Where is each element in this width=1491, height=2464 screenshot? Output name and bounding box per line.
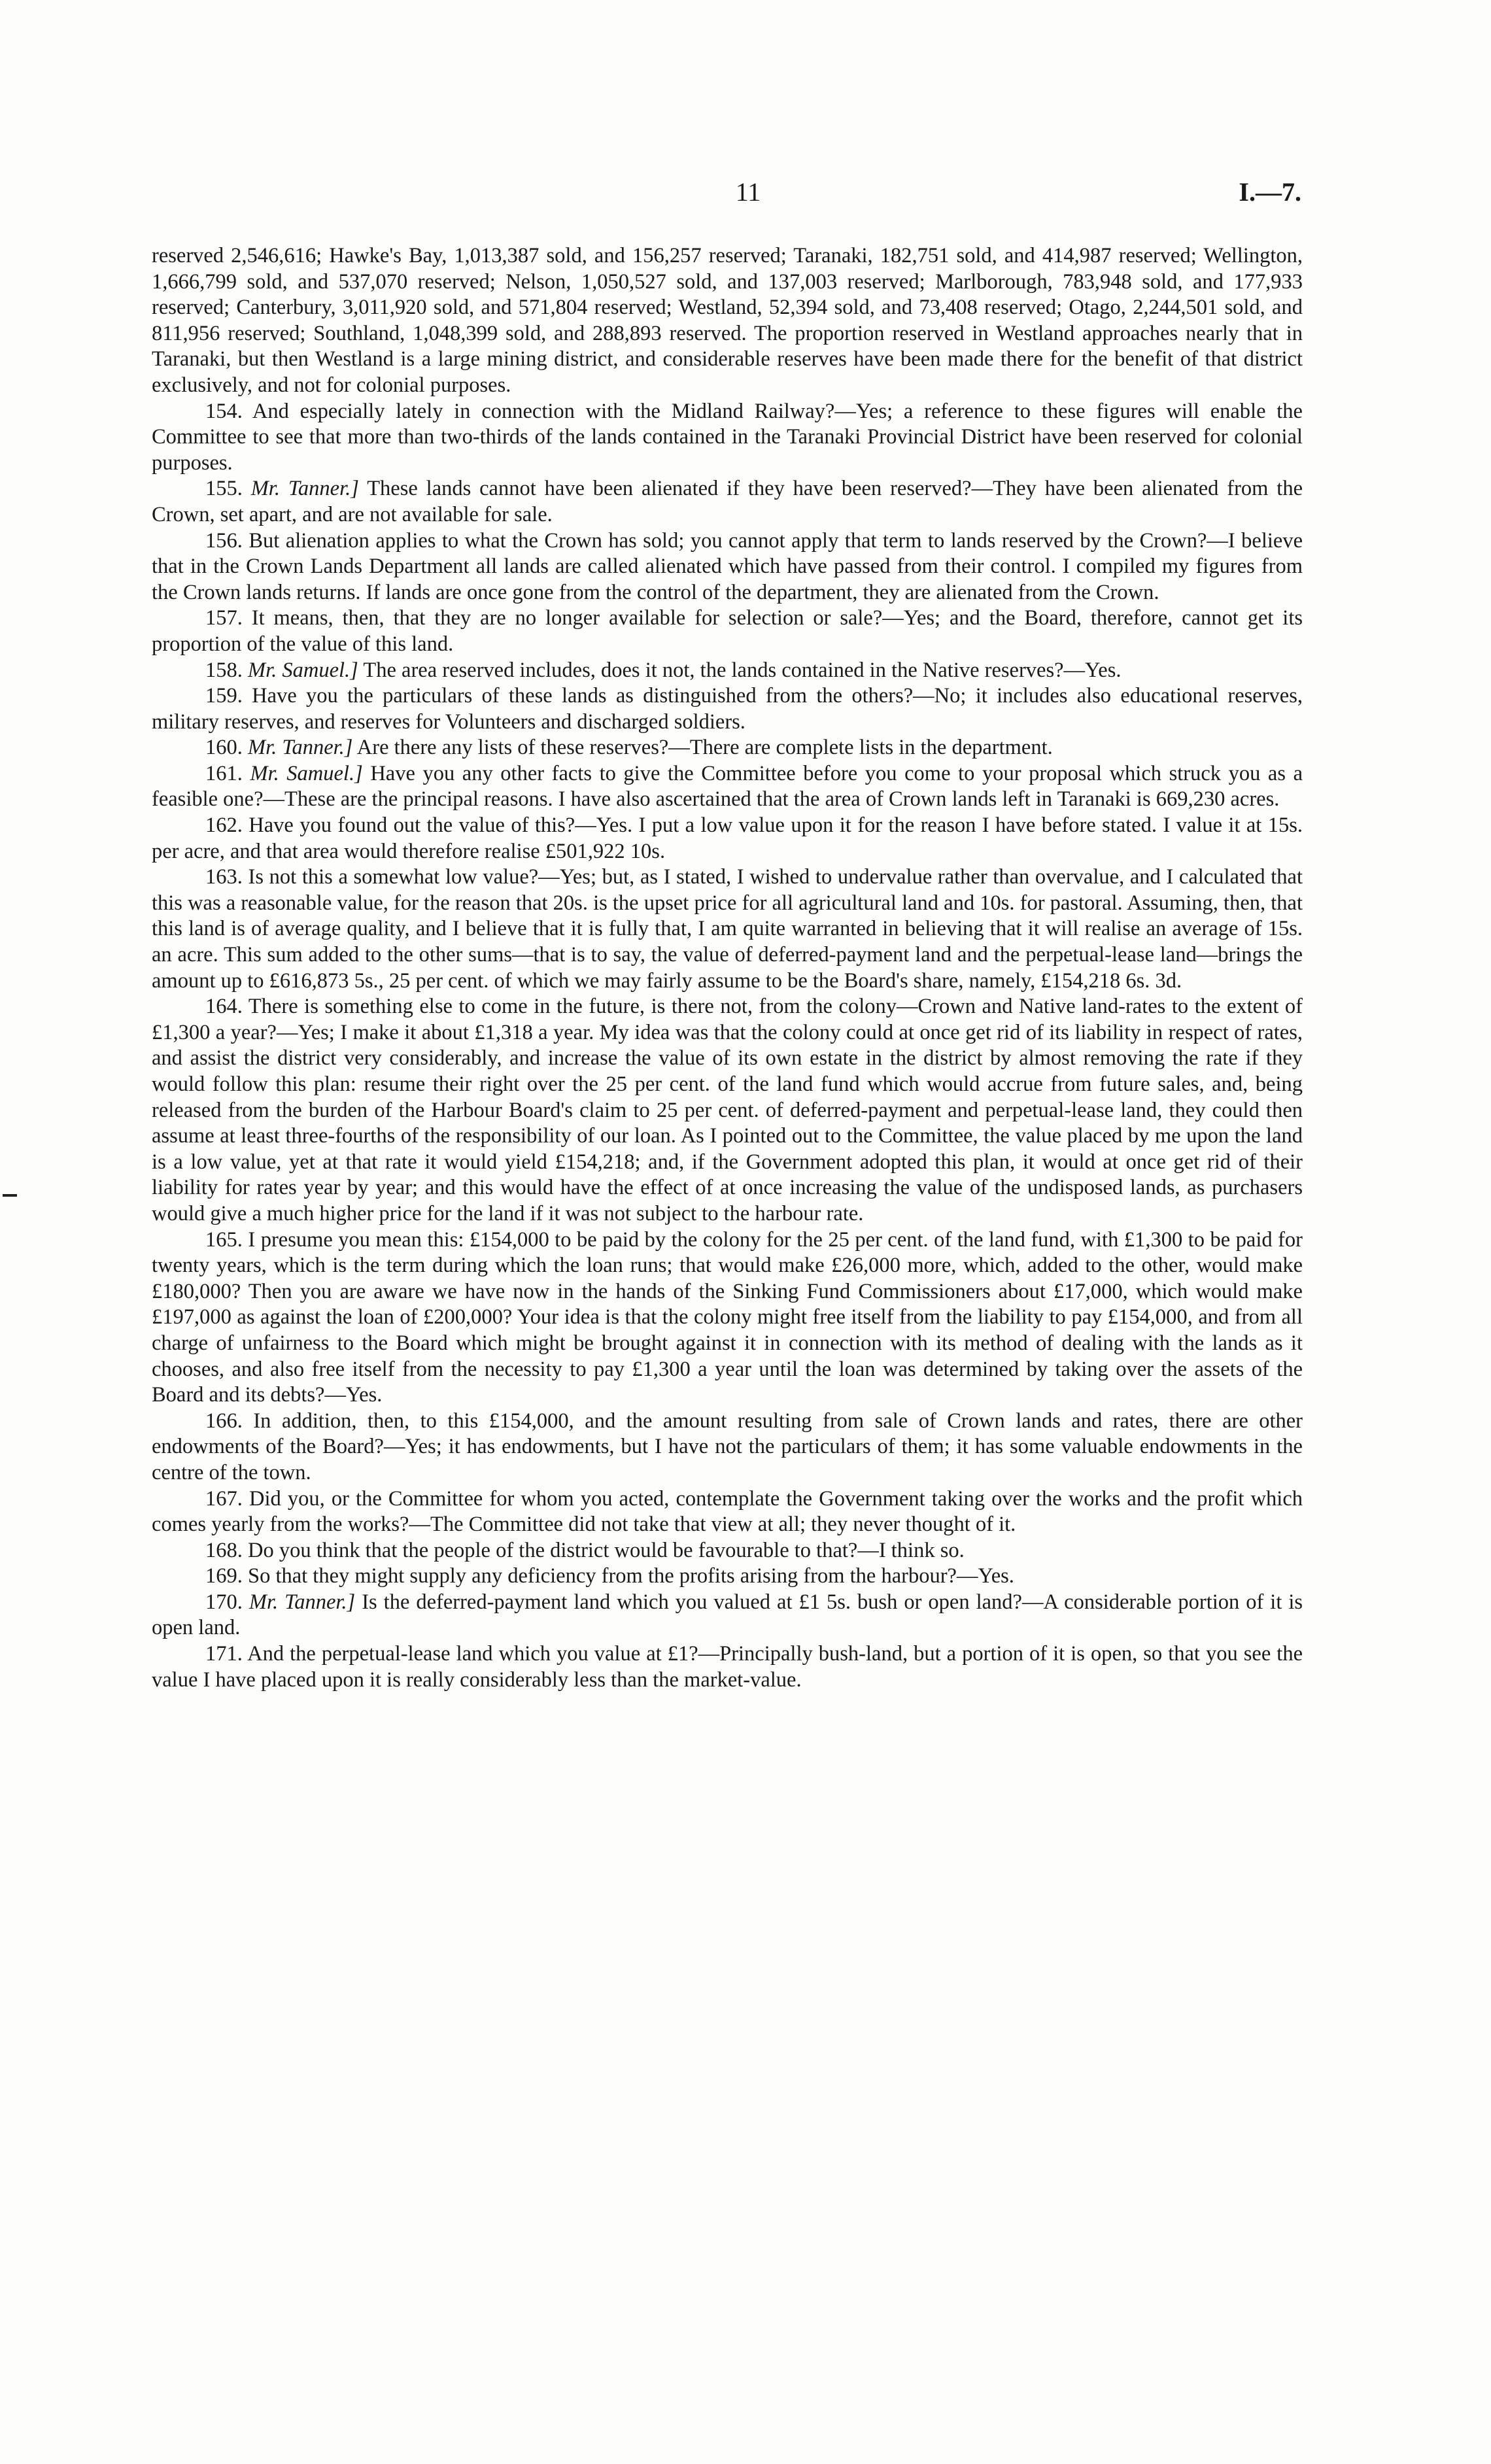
- paragraph-text: Is not this a somewhat low value?—Yes; but, as I stated, I wished to undervalue rather than overvalue, and I calculated that this was a reasonable value, for the reason that 20s. is the upset price for all agricultural land and 10s. for pastoral. Assuming, then, that this land is of average quality, and I believe that it is fully that, I am quite warranted in believing that it will realise an average of 15s. an acre. This sum added to the other sums—that is to say, the value of deferred-payment land and the perpetual-lease land—brings the amount up to £616,873 5s., 25 per cent. of which we may fairly assume to be the Board's share, namely, £154,218 6s. 3d.: [152, 865, 1303, 993]
- evidence-paragraph: [152, 1590, 1303, 1641]
- evidence-paragraph: [152, 1227, 1303, 1409]
- question-number: 169.: [205, 1564, 243, 1588]
- paragraph-text: And especially lately in connection with the Midland Railway?—Yes; a reference to these figures will enable the Committee to see that more than two-thirds of the lands contained in the Taranaki Provincial District have been reserved for colonial purposes.: [152, 399, 1303, 475]
- evidence-paragraph: [152, 1538, 1303, 1564]
- document-reference: I.—7.: [1239, 177, 1301, 207]
- question-number: 162.: [205, 813, 243, 838]
- speaker-name: Mr. Tanner.]: [250, 477, 359, 501]
- paragraph-text: In addition, then, to this £154,000, and the amount resulting from sale of Crown lands and rates, there are other endowments of the Board?—Yes; it has endowments, but I have not the particulars of them; it has some valuable endowments in the centre of the town.: [152, 1409, 1303, 1484]
- paragraph-text: Have you the particulars of these lands as distinguished from the others?—No; it includes also educational reserves, military reserves, and reserves for Volunteers and discharged soldiers.: [152, 684, 1303, 734]
- paragraph-text: So that they might supply any deficiency from the profits arising from the harbour?—Yes.: [248, 1564, 1014, 1588]
- evidence-paragraph: [152, 1486, 1303, 1538]
- question-number: 156.: [205, 528, 243, 553]
- evidence-paragraph: [152, 683, 1303, 735]
- evidence-paragraph: [152, 476, 1303, 528]
- question-number: 170.: [205, 1590, 243, 1614]
- question-number: 163.: [205, 865, 243, 889]
- speaker-name: Mr. Samuel.]: [250, 761, 363, 785]
- paragraph-text: There is something else to come in the future, is there not, from the colony—Crown and Native land-rates to the extent of £1,300 a year?—Yes; I make it about £1,318 a year. My idea was that the colony could at once get rid of its liability in respect of rates, and assist the district very considerably, and increase the value of its own estate in the district by almost removing the rate if they would follow this plan: resume their right over the 25 per cent. of the land fund which would accrue from future sales, and, being released from the burden of the Harbour Board's claim to 25 per cent. of deferred-payment and perpetual-lease land, they could then assume at least three-fourths of the responsibility of our loan. As I pointed out to the Committee, the value placed by me upon the land is a low value, yet at that rate it would yield £154,218; and, if the Government adopted this plan, it would at once get rid of their liability for rates year by year; and this would have the effect of at once increasing the value of the undisposed lands, as purchasers would give a much higher price for the land if it was not subject to the harbour rate.: [152, 995, 1303, 1225]
- evidence-paragraph: [152, 1641, 1303, 1693]
- evidence-paragraph: [152, 994, 1303, 1227]
- opening-paragraph: reserved 2,546,616; Hawke's Bay, 1,013,387 sold, and 156,257 reserved; Taranaki, 182,751 sold, and 414,987 reserved; Wellington, 1,666,799 sold, and 537,070 reserved; Nelson, 1,050,527 sold, and 137,003 reserved; Marlborough, 783,948 sold, and 177,933 reserved; Canterbury, 3,011,920 sold, and 571,804 reserved; Westland, 52,394 sold, and 73,408 reserved; Otago, 2,244,501 sold, and 811,956 reserved; Southland, 1,048,399 sold, and 288,893 reserved. The proportion reserved in Westland approaches nearly that in Taranaki, but then Westland is a large mining district, and considerable reserves have been made there for the benefit of that district exclusively, and not for colonial purposes.: [152, 244, 1303, 397]
- evidence-paragraph: [152, 1564, 1303, 1590]
- question-number: 166.: [205, 1409, 243, 1433]
- question-number: 167.: [205, 1486, 243, 1511]
- question-number: 158.: [205, 658, 243, 682]
- speaker-name: Mr. Tanner.]: [248, 1590, 356, 1614]
- question-number: 154.: [205, 399, 243, 423]
- question-number: 159.: [205, 684, 243, 708]
- evidence-paragraph: [152, 813, 1303, 864]
- question-number: 160.: [205, 736, 243, 760]
- document-body: [152, 243, 1303, 1693]
- speaker-name: Mr. Samuel.]: [248, 658, 358, 682]
- evidence-paragraph: [152, 761, 1303, 813]
- question-number: 161.: [205, 761, 243, 785]
- question-number: 165.: [205, 1227, 243, 1252]
- paragraph-text: Have you found out the value of this?—Yes. I put a low value upon it for the reason I have before stated. I value it at 15s. per acre, and that area would therefore realise £501,922 10s.: [152, 813, 1303, 863]
- evidence-paragraph: [152, 528, 1303, 606]
- paragraph-text: Is the deferred-payment land which you valued at £1 5s. bush or open land?—A considerable portion of it is open land.: [152, 1590, 1303, 1640]
- question-answer-list: [152, 399, 1303, 1694]
- evidence-paragraph: [152, 399, 1303, 477]
- paragraph-text: But alienation applies to what the Crown has sold; you cannot apply that term to lands reserved by the Crown?—I believe that in the Crown Lands Department all lands are called alienated which have passed from their control. I compiled my figures from the Crown lands returns. If lands are once gone from the control of the department, they are alienated from the Crown.: [152, 528, 1303, 604]
- paragraph-text: I presume you mean this: £154,000 to be paid by the colony for the 25 per cent. of the land fund, with £1,300 to be paid for twenty years, which is the term during which the loan runs; that would make £26,000 more, which, added to the other, would make £180,000? Then you are aware we have now in the hands of the Sinking Fund Commissioners about £17,000, which would make £197,000 as against the loan of £200,000? Your idea is that the colony might free itself from the liability to pay £154,000, and from all charge of unfairness to the Board which might be brought against it in connection with its method of dealing with the lands as it chooses, and also free itself from the necessity to pay £1,300 a year until the loan was determined by taking over the assets of the Board and its debts?—Yes.: [152, 1227, 1303, 1407]
- evidence-paragraph: [152, 735, 1303, 761]
- speaker-name: Mr. Tanner.]: [248, 736, 353, 760]
- question-number: 164.: [205, 995, 243, 1019]
- paragraph-text: These lands cannot have been alienated if they have been reserved?—They have been alienated from the Crown, set apart, and are not available for sale.: [152, 477, 1303, 526]
- page-number: 11: [735, 177, 761, 207]
- paragraph-text: Are there any lists of these reserves?—There are complete lists in the department.: [356, 736, 1053, 760]
- question-number: 157.: [205, 606, 243, 630]
- margin-mark: [3, 1194, 17, 1197]
- page-header: [0, 177, 1491, 229]
- paragraph-text: Did you, or the Committee for whom you acted, contemplate the Government taking over the works and the profit which comes yearly from the works?—The Committee did not take that view at all; they never thought of it.: [152, 1486, 1303, 1537]
- paragraph-text: The area reserved includes, does it not, the lands contained in the Native reserves?—Yes.: [363, 658, 1122, 682]
- paragraph-text: Do you think that the people of the district would be favourable to that?—I think so.: [248, 1538, 965, 1562]
- question-number: 155.: [205, 477, 243, 501]
- paragraph-text: It means, then, that they are no longer available for selection or sale?—Yes; and the Board, therefore, cannot get its proportion of the value of this land.: [152, 606, 1303, 656]
- question-number: 171.: [205, 1642, 243, 1666]
- evidence-paragraph: [152, 606, 1303, 657]
- evidence-paragraph: [152, 1409, 1303, 1486]
- paragraph-text: And the perpetual-lease land which you value at £1?—Principally bush-land, but a portion of it is open, so that you see the value I have placed upon it is really considerably less than the market-value.: [152, 1642, 1303, 1692]
- evidence-paragraph: [152, 658, 1303, 684]
- evidence-paragraph: [152, 864, 1303, 994]
- paragraph-text: Have you any other facts to give the Committee before you come to your proposal which struck you as a feasible one?—These are the principal reasons. I have also ascertained that the area of Crown lands left in Taranaki is 669,230 acres.: [152, 761, 1303, 812]
- question-number: 168.: [205, 1538, 243, 1562]
